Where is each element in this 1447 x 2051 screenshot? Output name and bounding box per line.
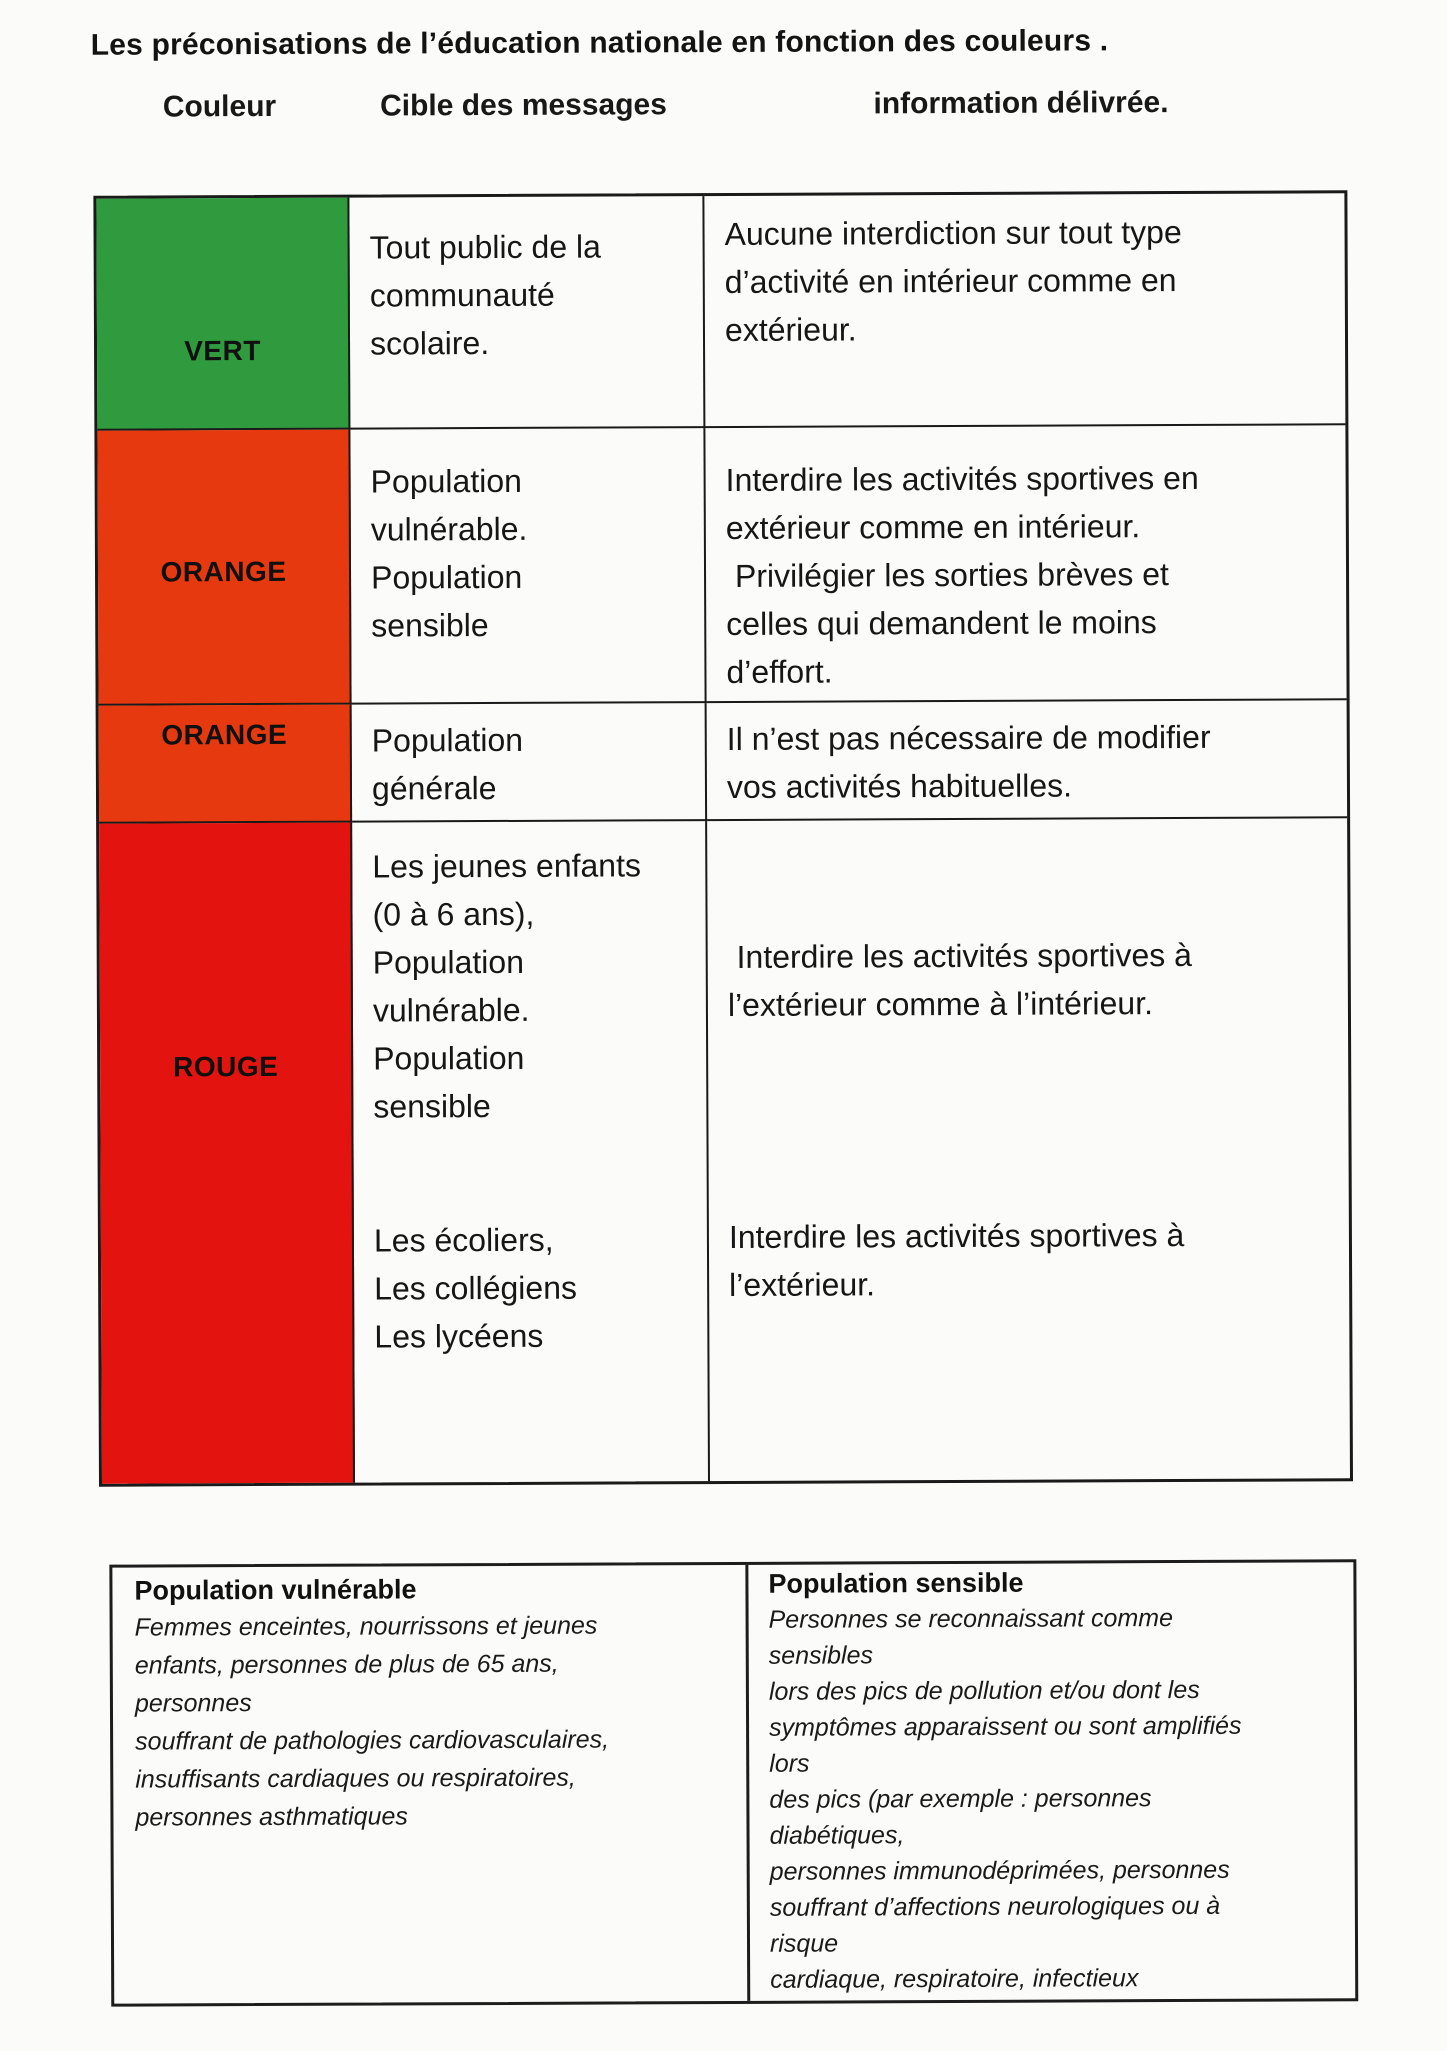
color-cell-orange-2 (99, 705, 353, 824)
column-header-information: information délivrée. (873, 86, 1169, 121)
column-header-cible: Cible des messages (379, 88, 667, 123)
definition-population-vulnerable (112, 1565, 747, 2004)
target-text-vert: Tout public de la communauté scolaire. (369, 228, 601, 362)
info-text-rouge-block2: Interdire les activités sportives à l’extérieur. (728, 1216, 1185, 1303)
target-cell-orange-1 (350, 428, 706, 705)
recommendations-table (93, 190, 1353, 1486)
target-cell-orange-2 (352, 703, 708, 823)
definition-population-sensible (745, 1562, 1355, 2001)
target-cell-vert (349, 196, 705, 430)
color-label-rouge: ROUGE (173, 1050, 279, 1083)
color-label-orange-1: ORANGE (160, 555, 287, 588)
target-text-rouge-block1: Les jeunes enfants (0 à 6 ans), Population vulnérable. Population sensible (372, 847, 642, 1125)
target-cell-rouge (352, 821, 710, 1483)
color-label-vert: VERT (184, 335, 261, 367)
info-cell-orange-2 (707, 700, 1348, 821)
info-cell-vert (704, 193, 1345, 428)
info-text-orange-2: Il n’est pas nécessaire de modifier vos activités habituelles. (726, 718, 1211, 805)
definition-title-vulnerable: Population vulnérable (134, 1574, 417, 1606)
page-title: Les préconisations de l’éducation nationale en fonction des couleurs . (90, 24, 1109, 62)
color-cell-rouge (99, 823, 355, 1484)
info-cell-rouge (707, 818, 1350, 1481)
color-cell-orange-1 (97, 430, 351, 706)
target-text-orange-2: Population générale (371, 721, 524, 807)
color-cell-vert (96, 198, 350, 431)
color-label-orange-2: ORANGE (161, 718, 288, 751)
target-text-rouge-block2: Les écoliers, Les collégiens Les lycéens (373, 1221, 578, 1355)
definition-title-sensible: Population sensible (768, 1567, 1024, 1599)
info-cell-orange-1 (705, 425, 1346, 703)
definitions-box (109, 1559, 1358, 2006)
definition-body-vulnerable: Femmes enceintes, nourrissons et jeunes enfants, personnes de plus de 65 ans, personnes souffrant de pathologies cardiovasculaires, insuffisants cardiaques ou respiratoires, personnes asthmatiques (134, 1611, 610, 1832)
info-text-orange-1: Interdire les activités sportives en extérieur comme en intérieur. Privilégier les sorties brèves et celles qui demandent le moins d’effort. (725, 459, 1199, 690)
info-text-vert: Aucune interdiction sur tout type d’activité en intérieur comme en extérieur. (724, 213, 1182, 348)
column-header-couleur: Couleur (162, 89, 277, 124)
target-text-orange-1: Population vulnérable. Population sensible (370, 462, 528, 644)
info-text-rouge-block1: Interdire les activités sportives à l’extérieur comme à l’intérieur. (727, 936, 1192, 1023)
definition-body-sensible: Personnes se reconnaissant comme sensibles lors des pics de pollution et/ou dont les symptômes apparaissent ou sont amplifiés lors des pics (par exemple : personnes diabétiques, personnes immunodéprimées, personnes souffrant d’affections neurologiques ou à risque cardiaque, respiratoire, infectieux (768, 1604, 1242, 1994)
